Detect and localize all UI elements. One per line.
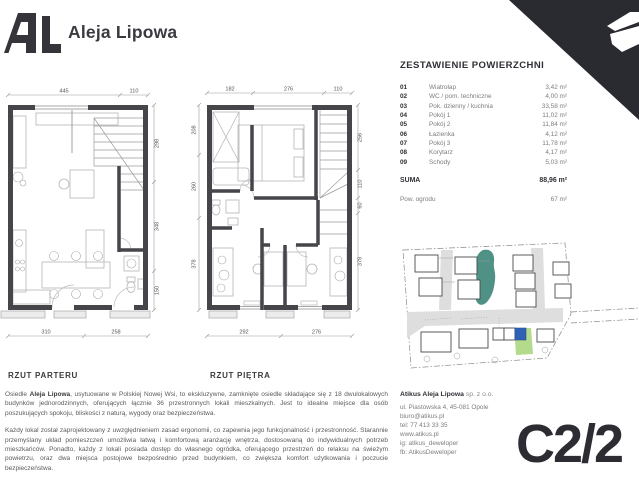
dim-208: 208 [191, 125, 198, 135]
area-row [400, 84, 567, 93]
description-paragraph-1 [5, 390, 388, 418]
unit-code: C2/2 [516, 414, 623, 474]
area-row [400, 131, 567, 140]
floor-plan-upper [192, 87, 364, 339]
room-no: 06 [400, 130, 408, 138]
room-name: Pokój 2 [429, 121, 451, 129]
p1-prefix: Osiedle [5, 391, 30, 398]
area-schedule-title: ZESTAWIENIE POWIERZCHNI [400, 60, 545, 71]
floor-plans [0, 80, 390, 392]
room-no: 05 [400, 121, 408, 129]
dim-258: 258 [111, 329, 121, 336]
dim-260: 260 [191, 181, 198, 192]
area-row [400, 112, 567, 121]
room-name: Pok. dzienny / kuchnia [429, 102, 493, 110]
garden-area-label: Pow. ogrodu [400, 196, 436, 204]
room-area: 11,02 m² [542, 112, 567, 120]
dim-378b: 378 [357, 256, 364, 267]
room-area: 4,12 m² [545, 130, 567, 138]
site-plan [395, 228, 639, 386]
area-schedule [400, 60, 567, 203]
room-name: Pokój 1 [429, 112, 451, 120]
company-name-bold: Atikus Aleja Lipowa [400, 391, 464, 398]
dim-110a: 110 [333, 86, 343, 93]
room-name: WC / pom. techniczne [429, 93, 492, 101]
room-no: 01 [400, 84, 408, 91]
p1-rest: , usytuowane w Polskiej Nowej Wsi, to ekskluzywne, zamknięte osiedle składające się z 18 dwulokalowych budynków jednorodzinnych, oferujących łącznie 36 przestronnych lokali mieszkalnych. Jest to idealne miejsce dla osób poszukujących spokoju, bliskości z naturą, wygody oraz bezpieczeństwa. [5, 391, 388, 417]
garden-area-row [400, 196, 567, 203]
highlighted-unit-marker [515, 328, 526, 340]
floor-plan-ground [1, 89, 161, 339]
highlighted-unit [493, 328, 533, 355]
company-name [400, 391, 545, 398]
dim-292: 292 [239, 329, 249, 336]
upper-stairs [320, 110, 348, 234]
room-name: Wiatrołap [429, 84, 456, 91]
upper-furniture [212, 112, 347, 305]
area-row [400, 140, 567, 149]
room-name: Korytarz [429, 149, 453, 157]
dim-256: 256 [357, 132, 364, 143]
room-no: 08 [400, 149, 408, 157]
upper-floor-label: RZUT PIĘTRA [210, 371, 271, 380]
area-row [400, 93, 567, 102]
room-name: Łazienka [429, 130, 455, 138]
room-no: 09 [400, 158, 408, 166]
company-name-suffix: sp. z o.o. [463, 391, 494, 398]
room-area: 3,42 m² [545, 84, 567, 91]
room-area: 4,00 m² [545, 93, 567, 101]
room-no: 03 [400, 102, 408, 110]
area-total-label: SUMA [400, 177, 421, 185]
dim-182: 182 [225, 86, 235, 93]
room-name: Schody [429, 158, 451, 166]
area-total-row [400, 177, 567, 184]
dim-150: 150 [154, 285, 161, 296]
dim-378a: 378 [191, 259, 198, 269]
description-text [5, 390, 388, 473]
dim-310: 310 [41, 329, 51, 336]
room-no: 07 [400, 140, 408, 148]
room-area: 4,17 m² [545, 149, 567, 157]
brand-name: Aleja Lipowa [68, 22, 178, 42]
ground-floor-label: RZUT PARTERU [8, 371, 79, 380]
contact-email: biuro@atikus.pl [400, 413, 445, 420]
area-row [400, 121, 567, 130]
area-row [400, 103, 567, 112]
brand-logo-icon [4, 13, 62, 53]
description-paragraph-2: Każdy lokal został zaprojektowany z uwzględnieniem zasad ergonomii, co zapewnia jego funkcjonalność i przestronność. Starannie przemyślany układ pomieszczeń umożliwia łatwą i komfortową aranżację wnętrza, dostosowaną do indywidualnych potrzeb mieszkańców. Ponadto, każdy z lokali posiada dostęp do własnego ogródka, oferującego przestrzeń do relaksu na świeżym powietrzu, oraz dwa miejsca postojowe bezpośrednio przed budynkiem, co zwiększa komfort użytkowania i poczucie bezpieczeństwa. [5, 427, 388, 472]
dim-298: 298 [154, 138, 161, 149]
contact-website: www.atikus.pl [400, 431, 439, 438]
contact-phone: tel: 77 413 33 35 [400, 422, 448, 429]
ground-walls [1, 105, 150, 318]
area-row [400, 159, 567, 168]
room-area: 11,84 m² [542, 121, 567, 129]
dim-348: 348 [154, 221, 161, 232]
p1-brand-bold: Aleja Lipowa [29, 391, 71, 398]
room-no: 04 [400, 112, 408, 120]
room-area: 5,03 m² [545, 158, 567, 166]
area-row [400, 149, 567, 158]
room-area: 11,78 m² [542, 140, 567, 148]
dim-110: 110 [129, 88, 139, 95]
contact-instagram: ig: atikus_deweloper [400, 440, 459, 447]
area-total-value: 88,96 m² [539, 177, 567, 185]
dim-276b: 276 [311, 329, 322, 336]
dim-445: 445 [59, 88, 69, 95]
dim-110b: 110 [357, 179, 364, 189]
contact-facebook: fb: AtikusDeweloper [400, 449, 457, 456]
contact-address: ul. Piastowska 4, 45-081 Opole [400, 404, 489, 411]
room-no: 02 [400, 93, 408, 101]
room-name: Pokój 3 [429, 140, 451, 148]
dim-276a: 276 [283, 86, 294, 93]
dim-60: 60 [357, 202, 364, 209]
ground-furniture [13, 113, 145, 304]
room-area: 33,58 m² [541, 102, 567, 110]
garden-area-value: 67 m² [550, 196, 567, 204]
